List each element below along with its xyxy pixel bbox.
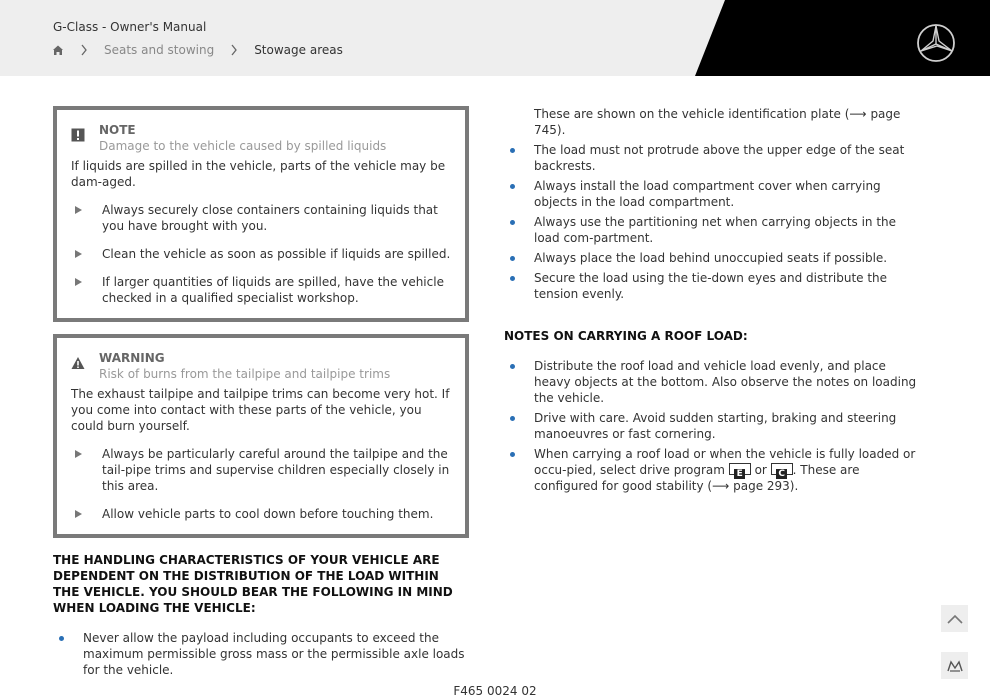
right-column [504,106,920,498]
figure-code: F465 0024 02 [453,684,537,698]
list-item [71,274,451,306]
note-box [53,106,469,322]
list-item-text: If larger quantities of liquids are spilled, have the vehicle checked in a qualified specialist workshop. [102,275,444,305]
roof-load-heading: NOTES ON CARRYING A ROOF LOAD: [504,329,748,343]
list-item [71,506,451,522]
note-subtitle: Damage to the vehicle caused by spilled liquids [99,139,387,153]
bullet-dot-icon [510,452,515,457]
page-header [0,0,990,76]
list-item [504,250,920,266]
mercedes-star-logo[interactable] [690,0,990,76]
warning-title: WARNING [99,351,165,365]
arrow-bullet-icon [75,278,82,286]
exclamation-icon [71,128,85,142]
scroll-to-top-button[interactable] [941,605,968,632]
warning-box [53,334,469,538]
drive-program-e-label: E [734,469,745,479]
list-item-text: Always use the partitioning net when carrying objects in the load com-partment. [534,215,897,245]
warning-text: The exhaust tailpipe and tailpipe trims can become very hot. If you come into contact with these parts of the vehicle, you could burn yourself. [71,387,450,433]
warning-header [71,350,451,382]
list-item [71,446,451,494]
chevron-right-icon [230,44,238,56]
breadcrumb-current: Stowage areas [254,43,343,57]
list-item-text: Distribute the roof load and vehicle load evenly, and place heavy objects at the bottom. Also observe the notes on loading the vehicle. [534,359,917,405]
mercedes-logo-icon [947,659,963,673]
brand-band [690,0,990,76]
list-item [504,410,920,442]
note-title: NOTE [99,123,136,137]
arrow-bullet-icon [75,206,82,214]
arrow-bullet-icon [75,510,82,518]
note-text: If liquids are spilled in the vehicle, parts of the vehicle may be dam-aged. [71,159,446,189]
handling-heading: THE HANDLING CHARACTERISTICS OF YOUR VEHICLE ARE DEPENDENT ON THE DISTRIBUTION OF THE LOAD WITHIN THE VEHICLE. YOU SHOULD BEAR THE FOLLOWING IN MIND WHEN LOADING THE VEHICLE: [53,553,453,615]
list-item [71,202,451,234]
list-item-text: Always be particularly careful around the tailpipe and the tail-pipe trims and supervise children especially closely in this area. [102,447,450,493]
drive-program-c-badge [771,463,793,479]
home-icon[interactable] [52,44,64,56]
warning-subtitle: Risk of burns from the tailpipe and tailpipe trims [99,367,391,381]
warning-list [71,446,451,522]
bullet-dot-icon [510,220,515,225]
drive-program-e-badge [729,463,751,479]
handling-list [53,630,469,678]
document-title: G-Class - Owner's Manual [53,20,207,34]
breadcrumb [52,42,343,58]
arrow-bullet-icon [75,450,82,458]
arrow-bullet-icon [75,250,82,258]
bullet-dot-icon [510,148,515,153]
list-item [504,214,920,246]
list-item [53,630,469,678]
list-item-text: Never allow the payload including occupants to exceed the maximum permissible gross mass or the permissible axle loads for the vehicle. [83,631,465,677]
bullet-dot-icon [510,364,515,369]
bullet-dot-icon [59,636,64,641]
chevron-right-icon [80,44,88,56]
list-item-text: Allow vehicle parts to cool down before touching them. [102,507,434,521]
note-list [71,202,451,306]
bullet-dot-icon [510,416,515,421]
list-item-text: Clean the vehicle as soon as possible if liquids are spilled. [102,247,451,261]
list-item [504,142,920,174]
bullet-dot-icon [510,184,515,189]
brand-menu-button[interactable] [941,652,968,679]
bullet-dot-icon [510,256,515,261]
list-item-text: Secure the load using the tie-down eyes and distribute the tension evenly. [534,271,888,301]
roof-load-list [504,358,920,494]
list-item [504,270,920,302]
bullet-dot-icon [510,276,515,281]
list-item-text: Always securely close containers containing liquids that you have brought with you. [102,203,438,233]
list-item [504,358,920,406]
list-item [71,246,451,262]
breadcrumb-link-seats[interactable]: Seats and stowing [104,43,215,57]
page-reference-link[interactable]: . These are configured for good stability (⟶ page 293). [534,463,860,493]
loading-list [504,142,920,302]
warning-triangle-icon [71,356,85,370]
list-item-text: Always place the load behind unoccupied seats if possible. [534,251,888,265]
list-item [504,446,920,494]
list-item-text: The load must not protrude above the upper edge of the seat backrests. [534,143,905,173]
list-item [504,178,920,210]
plate-reference-text[interactable]: These are shown on the vehicle identification plate (⟶ page 745). [534,107,901,137]
note-header [71,122,451,154]
list-item-text: When carrying a roof load or when the vehicle is fully loaded or occu-pied, select drive program [534,447,916,477]
drive-program-c-label: C [776,469,787,479]
list-item-text: Always install the load compartment cover when carrying objects in the load compartment. [534,179,881,209]
chevron-up-icon [947,614,963,624]
left-column [53,106,469,682]
list-item-text: or [750,463,771,477]
list-item-text: Drive with care. Avoid sudden starting, braking and steering manoeuvres or fast cornering. [534,411,897,441]
